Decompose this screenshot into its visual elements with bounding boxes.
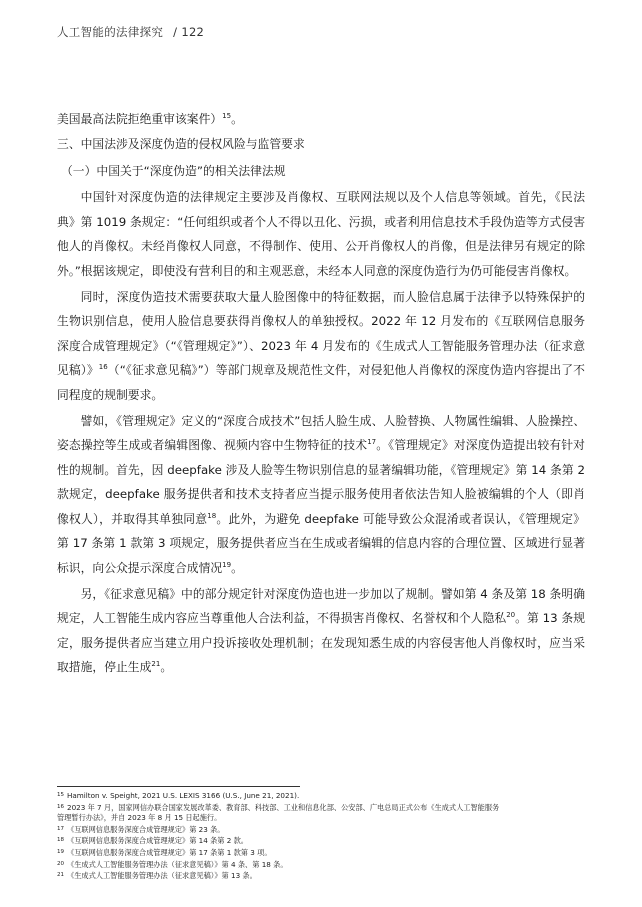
footnote-ref[interactable]: 15 [222,112,232,120]
footnote-text: Hamilton v. Speight, 2021 U.S. LEXIS 3166 (U.S., June 21, 2021). [67,791,300,800]
paragraph-text: 另，《征求意见稿》中的部分规定针对深度伪造也进一步加以了规制。譬如第 4 条及第 18 条明确规定，人工智能生成内容应当尊重他人合法利益，不得损害肖像权、名誉权和个人隐私 [57,586,585,626]
intro-tail: 。 [231,112,243,126]
paragraph-text: 譬如，《管理规定》定义的“深度合成技术”包括人脸生成、人脸替换、人物属性编辑、人脸操控、姿态操控等生成或者编辑图像、视频内容中生物特征的技术 [57,414,585,453]
footnote [57,790,585,802]
paragraph [57,285,585,407]
footnote [57,859,585,871]
footnotes [57,790,585,882]
paragraph-text: 。《管理规定》对深度伪造提出较有针对性的规制。首先，因 deepfake 涉及人脸等生物识别信息的显著编辑功能，《管理规定》第 14 条第 2 款规定，deepfake 服务提供者和技术支持者应当提示服务使用者依法告知人脸被编辑的个人（即肖像权人），并取得其单独同意 [57,438,585,526]
paragraph [57,409,585,580]
footnote-ref[interactable]: 20 [506,611,516,620]
footnote-text: 《互联网信息服务深度合成管理规定》第 14 条第 2 款。 [67,836,248,846]
footnote-ref[interactable]: 16 [98,363,108,372]
footnote [57,870,585,882]
footnote-number: 16 [57,803,64,810]
footnote-ref[interactable]: 19 [222,560,232,569]
paragraph-text: 。第 13 条规定，服务提供者应当建立用户投诉接收处理机制；在发现知悉生成的内容侵害他人肖像权时，应当采取措施，停止生成 [57,611,585,675]
paragraph-text: 。此外，为避免 deepfake 可能导致公众混淆或者误认，《管理规定》第 17 条第 1 款第 3 项规定，服务提供者应当在生成或者编辑的信息内容的合理位置、区域进行显著标识，向公众提示深度合成情况 [57,511,585,575]
footnote-ref[interactable]: 17 [367,438,377,447]
footnote-number: 20 [57,860,64,867]
footnote-number: 21 [57,872,64,879]
footnote-number: 15 [57,792,64,798]
footnote-text: 《生成式人工智能服务管理办法（征求意见稿）》第 13 条。 [67,871,257,881]
paragraph-text: 中国针对深度伪造的法律规定主要涉及肖像权、互联网法规以及个人信息等领域。首先，《民法典》第 1019 条规定：“任何组织或者个人不得以丑化、污损，或者利用信息技术手段伪造等方式侵害他人的肖像权。未经肖像权人同意，不得制作、使用、公开肖像权人的肖像，但是法律另有规定的除外。”根据该规定，即使没有营利目的和主观恶意，未经本人同意的深度伪造行为仍可能侵害肖像权。 [57,190,585,278]
footnote [57,847,585,859]
footnote [57,802,585,814]
footnote-text: 《互联网信息服务深度合成管理规定》第 23 条。 [67,824,225,834]
footnote-ref[interactable]: 18 [207,511,217,520]
intro-text: 美国最高法院拒绝重审该案件） [57,112,223,126]
footnote-number: 18 [57,837,64,844]
footnote-continuation: 管理暂行办法》，并自 2023 年 8 月 15 日起施行。 [57,813,222,823]
paragraph [57,582,585,680]
footnote-divider [57,786,300,787]
paragraph [57,185,585,283]
paragraphs [57,185,585,679]
book-title: 人工智能的法律探究 [57,25,164,39]
subsection-heading: （一）中国关于“深度伪造”的相关法律法规 [61,164,286,179]
footnote-text: 《互联网信息服务深度合成管理规定》第 17 条第 1 款第 3 项。 [67,847,272,857]
footnote [57,835,585,847]
footnote-number: 19 [57,848,64,855]
paragraph-text: 。 [160,660,173,675]
section-heading: 三、中国法涉及深度伪造的侵权风险与监管要求 [57,137,305,152]
footnote [57,824,585,836]
paragraph-text: 同时，深度伪造技术需要获取大量人脸图像中的特征数据，而人脸信息属于法律予以特殊保护的生物识别信息，使用人脸信息要获得肖像权人的单独授权。2022 年 12 月发布的《互联网信息服务深度合成管理规定》（“《管理规定》”）、2023 年 4 月发布的《生成式人工智能服务管理办法（征求意见稿）》 [57,290,585,378]
main-text [57,107,585,680]
intro-line [57,107,585,131]
header-separator: / [173,25,178,39]
footnote-text: 《生成式人工智能服务管理办法（征求意见稿）》第 4 条、第 18 条。 [67,859,288,869]
paragraph-text: （“《征求意见稿》”）等部门规章及规范性文件，对侵犯他人肖像权的深度伪造内容提出了不同程度的规制要求。 [57,363,585,402]
paragraph-text: 。 [231,560,243,575]
footnote-number: 17 [57,825,64,832]
footnote-text: 2023 年 7 月，国家网信办联合国家发展改革委、教育部、科技部、工业和信息化部、公安部、广电总局正式公布《生成式人工智能服务 [67,802,500,812]
footnote-ref[interactable]: 21 [151,660,161,669]
page-number: 122 [181,25,205,39]
running-header [57,24,204,40]
